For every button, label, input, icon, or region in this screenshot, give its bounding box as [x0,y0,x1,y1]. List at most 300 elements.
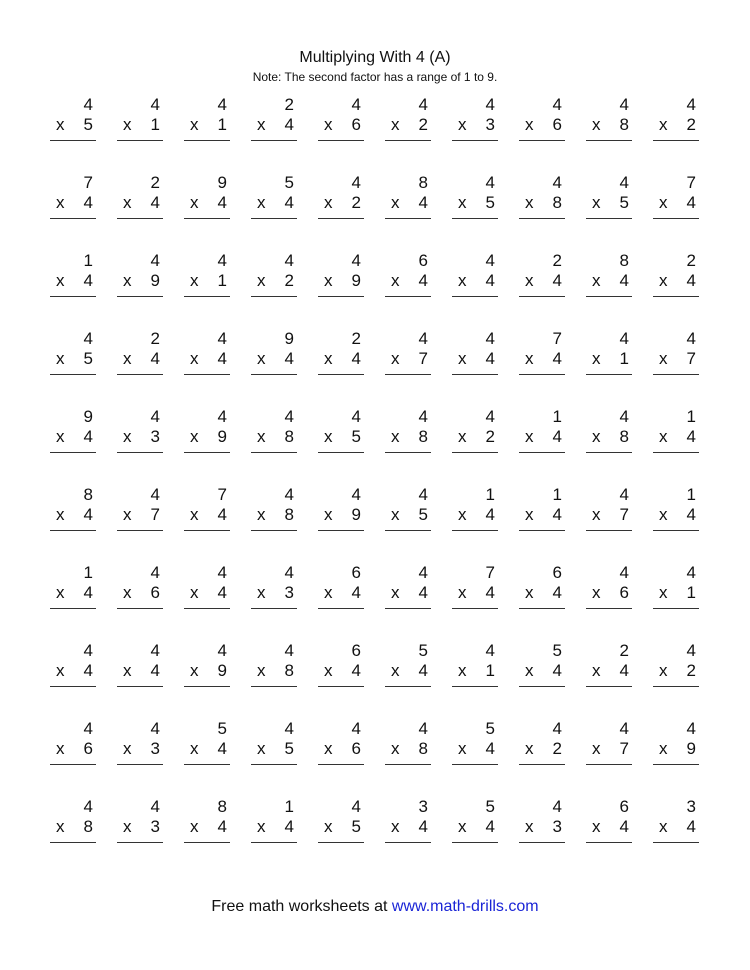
answer-line [318,296,364,297]
multiply-operator: x [391,427,400,446]
answer-line [184,608,230,609]
multiply-operator: x [56,115,65,134]
second-factor: 4 [217,739,227,758]
answer-line [251,218,297,219]
problem-cell [385,719,431,777]
answer-line [519,296,565,297]
problem-cell [318,641,364,699]
second-factor: 4 [485,817,495,836]
first-factor: 4 [619,485,629,504]
first-factor: 5 [217,719,227,738]
problem-cell [519,95,565,153]
multiply-operator: x [324,817,333,836]
multiply-operator: x [391,661,400,680]
second-factor: 9 [217,427,227,446]
second-factor: 5 [485,193,495,212]
answer-line [452,452,498,453]
second-factor: 8 [284,505,294,524]
second-factor: 4 [418,583,428,602]
multiply-operator: x [391,271,400,290]
second-factor: 2 [351,193,361,212]
problem-cell [50,797,96,855]
multiply-operator: x [659,271,668,290]
first-factor: 1 [552,407,562,426]
problem-cell [251,173,297,231]
problem-cell [519,485,565,543]
problem-cell [50,95,96,153]
first-factor: 2 [686,251,696,270]
multiply-operator: x [391,739,400,758]
problem-cell [318,797,364,855]
first-factor: 4 [284,719,294,738]
second-factor: 5 [83,349,93,368]
multiply-operator: x [324,505,333,524]
first-factor: 2 [619,641,629,660]
first-factor: 1 [485,485,495,504]
answer-line [653,140,699,141]
problem-cell [117,641,163,699]
second-factor: 4 [150,661,160,680]
first-factor: 1 [284,797,294,816]
problem-cell [586,251,632,309]
multiply-operator: x [525,115,534,134]
answer-line [117,140,163,141]
multiply-operator: x [123,817,132,836]
answer-line [519,764,565,765]
problem-cell [452,329,498,387]
multiply-operator: x [592,271,601,290]
problem-cell [452,173,498,231]
multiply-operator: x [56,271,65,290]
problem-cell [251,329,297,387]
answer-line [586,608,632,609]
second-factor: 9 [686,739,696,758]
first-factor: 1 [83,563,93,582]
answer-line [184,530,230,531]
second-factor: 8 [619,115,629,134]
multiply-operator: x [525,583,534,602]
second-factor: 4 [284,817,294,836]
first-factor: 4 [150,563,160,582]
second-factor: 6 [552,115,562,134]
second-factor: 1 [217,115,227,134]
second-factor: 9 [351,271,361,290]
problem-cell [184,173,230,231]
first-factor: 4 [351,485,361,504]
problem-cell [452,563,498,621]
problem-cell [184,485,230,543]
multiply-operator: x [391,505,400,524]
second-factor: 4 [418,271,428,290]
second-factor: 4 [619,817,629,836]
answer-line [519,452,565,453]
multiply-operator: x [56,583,65,602]
multiply-operator: x [458,817,467,836]
second-factor: 4 [284,193,294,212]
problem-cell [117,407,163,465]
answer-line [452,374,498,375]
second-factor: 4 [83,193,93,212]
multiply-operator: x [592,739,601,758]
first-factor: 4 [619,173,629,192]
first-factor: 1 [552,485,562,504]
first-factor: 4 [485,407,495,426]
multiply-operator: x [123,505,132,524]
second-factor: 6 [619,583,629,602]
problem-cell [385,329,431,387]
answer-line [50,296,96,297]
multiply-operator: x [257,583,266,602]
second-factor: 3 [552,817,562,836]
second-factor: 4 [284,115,294,134]
problem-cell [318,563,364,621]
problem-cell [184,641,230,699]
answer-line [586,686,632,687]
problem-cell [50,641,96,699]
problem-cell [519,563,565,621]
answer-line [117,530,163,531]
first-factor: 4 [485,251,495,270]
second-factor: 2 [485,427,495,446]
problem-cell [318,329,364,387]
answer-line [586,296,632,297]
second-factor: 4 [552,583,562,602]
first-factor: 4 [284,563,294,582]
first-factor: 4 [686,563,696,582]
multiply-operator: x [458,349,467,368]
problem-cell [385,173,431,231]
first-factor: 4 [83,329,93,348]
first-factor: 6 [351,641,361,660]
second-factor: 5 [619,193,629,212]
multiply-operator: x [123,427,132,446]
answer-line [184,764,230,765]
first-factor: 4 [619,563,629,582]
second-factor: 9 [150,271,160,290]
problem-cell [385,251,431,309]
first-factor: 4 [351,719,361,738]
first-factor: 4 [418,719,428,738]
second-factor: 4 [150,349,160,368]
answer-line [318,842,364,843]
answer-line [50,374,96,375]
problem-cell [117,797,163,855]
second-factor: 8 [418,427,428,446]
second-factor: 5 [418,505,428,524]
answer-line [519,140,565,141]
footer [0,898,750,916]
multiply-operator: x [190,271,199,290]
second-factor: 8 [552,193,562,212]
multiply-operator: x [257,739,266,758]
answer-line [653,686,699,687]
second-factor: 4 [485,739,495,758]
multiply-operator: x [458,739,467,758]
second-factor: 3 [485,115,495,134]
problem-cell [251,563,297,621]
answer-line [385,764,431,765]
multiply-operator: x [659,349,668,368]
first-factor: 4 [217,641,227,660]
answer-line [452,140,498,141]
problem-grid [50,95,700,855]
second-factor: 6 [83,739,93,758]
multiply-operator: x [324,739,333,758]
first-factor: 2 [552,251,562,270]
answer-line [385,686,431,687]
first-factor: 4 [284,251,294,270]
problem-cell [653,173,699,231]
first-factor: 4 [418,95,428,114]
first-factor: 4 [351,95,361,114]
multiply-operator: x [391,583,400,602]
first-factor: 5 [284,173,294,192]
problem-cell [184,797,230,855]
answer-line [586,530,632,531]
multiply-operator: x [592,427,601,446]
second-factor: 4 [284,349,294,368]
multiply-operator: x [190,115,199,134]
problem-cell [519,329,565,387]
second-factor: 4 [217,193,227,212]
first-factor: 4 [619,95,629,114]
answer-line [385,842,431,843]
answer-line [184,686,230,687]
multiply-operator: x [190,583,199,602]
answer-line [251,452,297,453]
multiply-operator: x [458,583,467,602]
problem-cell [251,251,297,309]
page-note: Note: The second factor has a range of 1 to 9. [252,70,498,84]
second-factor: 1 [686,583,696,602]
second-factor: 4 [150,193,160,212]
multiply-operator: x [324,349,333,368]
second-factor: 2 [284,271,294,290]
second-factor: 4 [619,271,629,290]
first-factor: 6 [418,251,428,270]
multiply-operator: x [659,739,668,758]
second-factor: 8 [418,739,428,758]
second-factor: 5 [83,115,93,134]
answer-line [519,530,565,531]
answer-line [519,842,565,843]
multiply-operator: x [123,739,132,758]
second-factor: 9 [217,661,227,680]
second-factor: 5 [284,739,294,758]
answer-line [251,842,297,843]
second-factor: 3 [284,583,294,602]
multiply-operator: x [592,505,601,524]
first-factor: 4 [418,485,428,504]
first-factor: 4 [686,641,696,660]
answer-line [318,530,364,531]
multiply-operator: x [123,271,132,290]
multiply-operator: x [257,817,266,836]
answer-line [117,218,163,219]
first-factor: 4 [284,407,294,426]
first-factor: 4 [83,641,93,660]
answer-line [184,296,230,297]
second-factor: 4 [351,661,361,680]
multiply-operator: x [257,427,266,446]
answer-line [50,686,96,687]
multiply-operator: x [190,739,199,758]
multiply-operator: x [659,427,668,446]
first-factor: 8 [217,797,227,816]
problem-cell [452,797,498,855]
problem-cell [251,407,297,465]
first-factor: 4 [217,407,227,426]
first-factor: 4 [351,407,361,426]
answer-line [318,764,364,765]
answer-line [452,608,498,609]
multiply-operator: x [592,193,601,212]
multiply-operator: x [458,427,467,446]
multiply-operator: x [525,661,534,680]
answer-line [653,374,699,375]
multiply-operator: x [123,193,132,212]
second-factor: 5 [351,427,361,446]
problem-cell [251,797,297,855]
answer-line [318,374,364,375]
multiply-operator: x [257,661,266,680]
multiply-operator: x [659,817,668,836]
first-factor: 7 [83,173,93,192]
second-factor: 4 [686,427,696,446]
answer-line [117,842,163,843]
second-factor: 7 [418,349,428,368]
multiply-operator: x [123,349,132,368]
answer-line [50,218,96,219]
problem-cell [184,95,230,153]
problem-cell [318,251,364,309]
second-factor: 4 [686,505,696,524]
second-factor: 4 [552,505,562,524]
answer-line [117,764,163,765]
answer-line [653,764,699,765]
answer-line [117,374,163,375]
second-factor: 4 [418,661,428,680]
problem-cell [251,95,297,153]
answer-line [653,218,699,219]
answer-line [586,764,632,765]
problem-cell [50,173,96,231]
answer-line [586,452,632,453]
problem-cell [117,719,163,777]
second-factor: 5 [351,817,361,836]
problem-cell [519,641,565,699]
first-factor: 4 [619,407,629,426]
answer-line [385,218,431,219]
problem-cell [586,719,632,777]
second-factor: 4 [552,271,562,290]
problem-cell [117,563,163,621]
first-factor: 4 [552,719,562,738]
multiply-operator: x [56,427,65,446]
first-factor: 4 [217,329,227,348]
multiply-operator: x [592,115,601,134]
multiply-operator: x [525,427,534,446]
first-factor: 9 [83,407,93,426]
multiply-operator: x [391,115,400,134]
first-factor: 4 [217,563,227,582]
footer-link[interactable]: www.math-drills.com [391,898,539,915]
first-factor: 5 [552,641,562,660]
multiply-operator: x [123,661,132,680]
problem-cell [117,485,163,543]
problem-cell [452,719,498,777]
answer-line [318,608,364,609]
second-factor: 7 [619,505,629,524]
first-factor: 1 [83,251,93,270]
first-factor: 4 [150,407,160,426]
first-factor: 1 [686,485,696,504]
second-factor: 8 [284,427,294,446]
multiply-operator: x [592,817,601,836]
multiply-operator: x [525,349,534,368]
multiply-operator: x [659,583,668,602]
second-factor: 7 [150,505,160,524]
second-factor: 4 [83,271,93,290]
problem-cell [50,407,96,465]
first-factor: 4 [619,329,629,348]
second-factor: 8 [284,661,294,680]
problem-cell [318,407,364,465]
multiply-operator: x [324,583,333,602]
second-factor: 4 [217,817,227,836]
answer-line [117,296,163,297]
answer-line [452,218,498,219]
problem-cell [50,719,96,777]
second-factor: 2 [418,115,428,134]
first-factor: 4 [418,407,428,426]
second-factor: 4 [686,271,696,290]
answer-line [385,296,431,297]
answer-line [452,686,498,687]
multiply-operator: x [458,193,467,212]
multiply-operator: x [525,193,534,212]
answer-line [653,452,699,453]
multiply-operator: x [324,115,333,134]
problem-cell [452,485,498,543]
answer-line [519,374,565,375]
problem-cell [586,797,632,855]
multiply-operator: x [659,661,668,680]
answer-line [251,296,297,297]
second-factor: 4 [217,349,227,368]
second-factor: 9 [351,505,361,524]
multiply-operator: x [592,583,601,602]
multiply-operator: x [391,349,400,368]
answer-line [50,452,96,453]
second-factor: 6 [150,583,160,602]
first-factor: 7 [485,563,495,582]
multiply-operator: x [458,115,467,134]
problem-cell [251,719,297,777]
answer-line [117,686,163,687]
first-factor: 5 [485,719,495,738]
first-factor: 4 [351,251,361,270]
problem-cell [117,173,163,231]
second-factor: 4 [552,349,562,368]
answer-line [50,842,96,843]
answer-line [251,608,297,609]
first-factor: 4 [418,563,428,582]
problem-cell [385,563,431,621]
problem-cell [117,329,163,387]
first-factor: 4 [351,797,361,816]
problem-cell [519,797,565,855]
